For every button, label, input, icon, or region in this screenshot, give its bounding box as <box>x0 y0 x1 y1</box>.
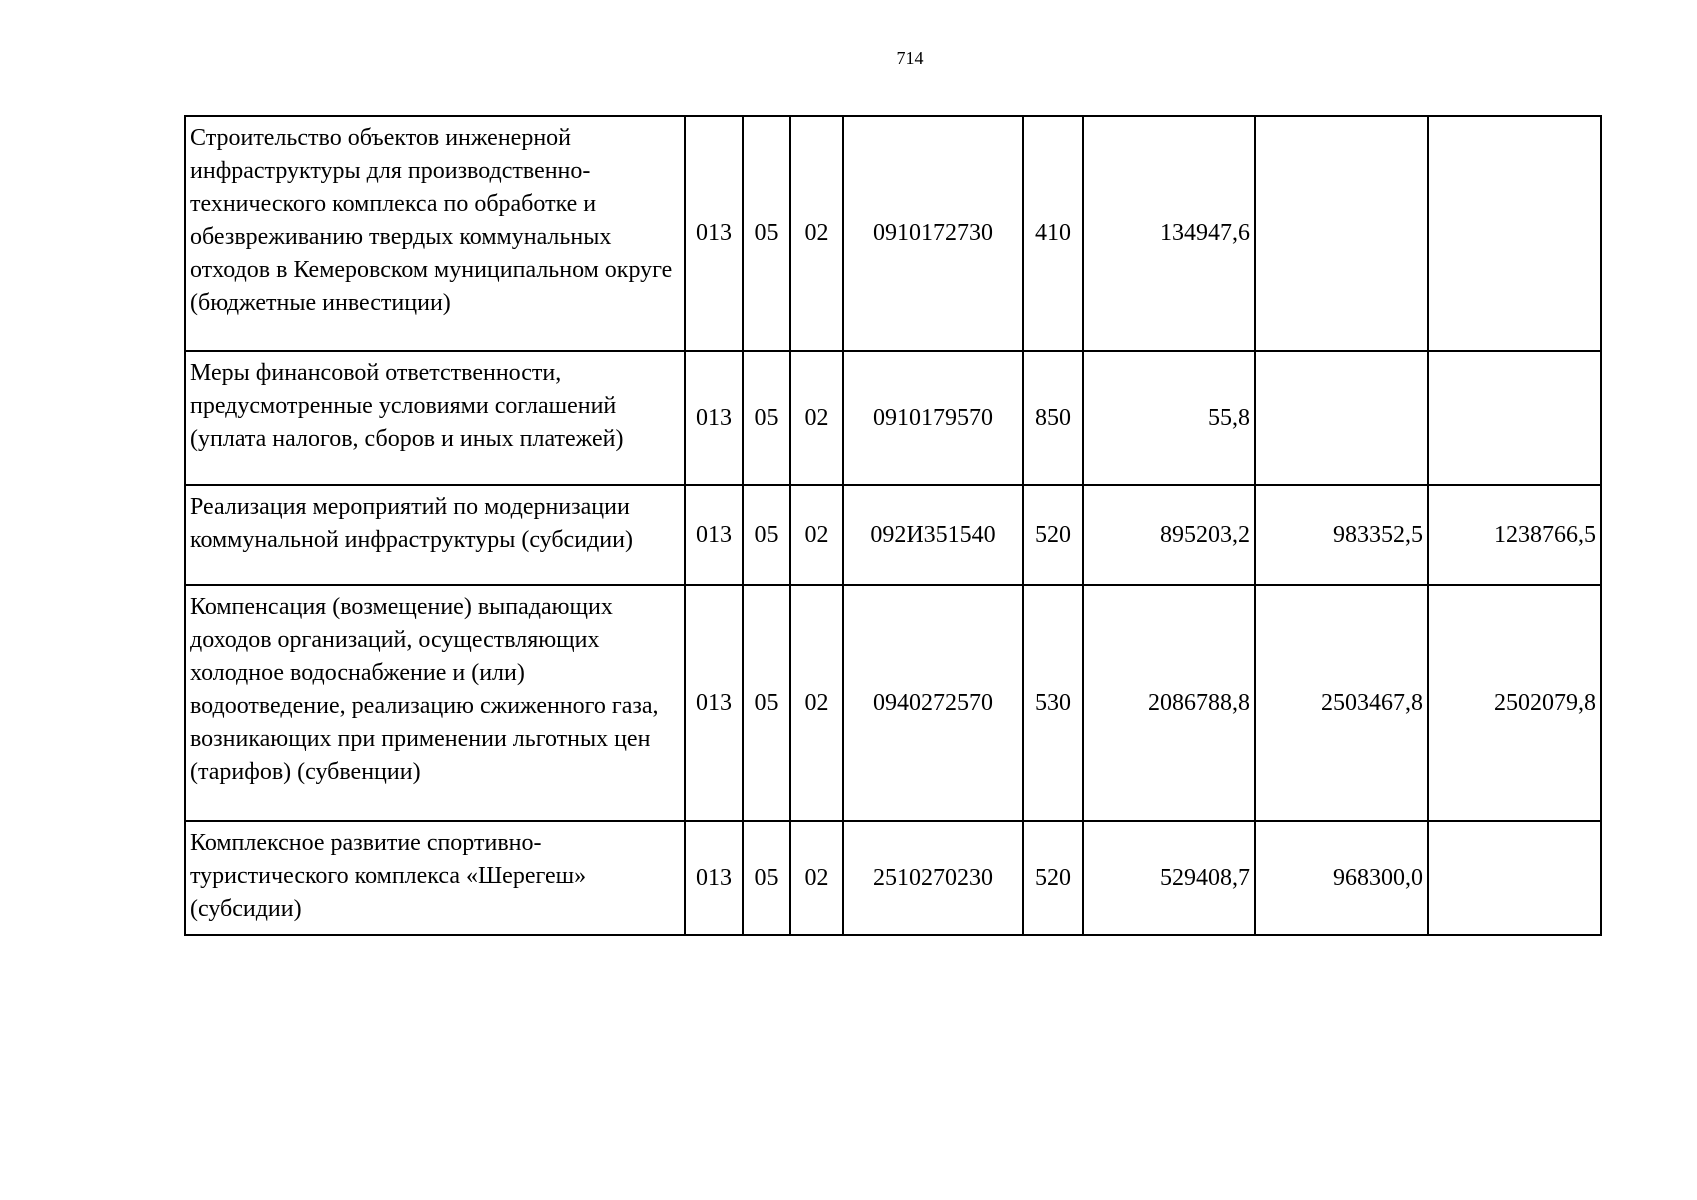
subsection-code-cell: 02 <box>790 585 843 821</box>
amount-1-cell: 895203,2 <box>1083 485 1255 585</box>
row-name-cell: Реализация мероприятий по модернизации коммунальной инфраструктуры (субсидии) <box>185 485 685 585</box>
subsection-code-cell: 02 <box>790 116 843 351</box>
amount-3-cell <box>1428 116 1601 351</box>
amount-2-cell: 2503467,8 <box>1255 585 1428 821</box>
expense-type-cell: 520 <box>1023 821 1083 935</box>
table-row <box>185 821 1601 935</box>
row-name-cell: Комплексное развитие спортивно-туристического комплекса «Шерегеш» (субсидии) <box>185 821 685 935</box>
table-row <box>185 585 1601 821</box>
ministry-code-cell: 013 <box>685 485 743 585</box>
amount-1-cell: 529408,7 <box>1083 821 1255 935</box>
amount-2-cell: 983352,5 <box>1255 485 1428 585</box>
page-number: 714 <box>896 48 924 68</box>
row-name-cell: Строительство объектов инженерной инфраструктуры для производственно-технического комплекса по обработке и обезвреживанию твердых коммунальных отходов в Кемеровском муниципальном округе (бюджетные инвестиции) <box>185 116 685 351</box>
section-code-cell: 05 <box>743 116 790 351</box>
row-name-cell: Компенсация (возмещение) выпадающих доходов организаций, осуществляющих холодное водоснабжение и (или) водоотведение, реализацию сжиженного газа, возникающих при применении льготных цен (тарифов) (субвенции) <box>185 585 685 821</box>
section-code-cell: 05 <box>743 821 790 935</box>
amount-3-cell <box>1428 351 1601 485</box>
section-code-cell: 05 <box>743 485 790 585</box>
amount-2-cell <box>1255 351 1428 485</box>
subsection-code-cell: 02 <box>790 485 843 585</box>
amount-1-cell: 2086788,8 <box>1083 585 1255 821</box>
amount-2-cell: 968300,0 <box>1255 821 1428 935</box>
ministry-code-cell: 013 <box>685 585 743 821</box>
ministry-code-cell: 013 <box>685 351 743 485</box>
ministry-code-cell: 013 <box>685 821 743 935</box>
target-article-cell: 0940272570 <box>843 585 1023 821</box>
amount-3-cell <box>1428 821 1601 935</box>
amount-3-cell: 1238766,5 <box>1428 485 1601 585</box>
table-row <box>185 485 1601 585</box>
amount-1-cell: 134947,6 <box>1083 116 1255 351</box>
table-row <box>185 116 1601 351</box>
amount-2-cell <box>1255 116 1428 351</box>
target-article-cell: 0910172730 <box>843 116 1023 351</box>
subsection-code-cell: 02 <box>790 351 843 485</box>
expense-type-cell: 410 <box>1023 116 1083 351</box>
target-article-cell: 2510270230 <box>843 821 1023 935</box>
expense-type-cell: 530 <box>1023 585 1083 821</box>
section-code-cell: 05 <box>743 351 790 485</box>
expense-type-cell: 850 <box>1023 351 1083 485</box>
budget-table <box>184 115 1602 936</box>
table-row <box>185 351 1601 485</box>
target-article-cell: 0910179570 <box>843 351 1023 485</box>
subsection-code-cell: 02 <box>790 821 843 935</box>
target-article-cell: 092И351540 <box>843 485 1023 585</box>
section-code-cell: 05 <box>743 585 790 821</box>
amount-1-cell: 55,8 <box>1083 351 1255 485</box>
ministry-code-cell: 013 <box>685 116 743 351</box>
row-name-cell: Меры финансовой ответственности, предусмотренные условиями соглашений (уплата налогов, сборов и иных платежей) <box>185 351 685 485</box>
expense-type-cell: 520 <box>1023 485 1083 585</box>
amount-3-cell: 2502079,8 <box>1428 585 1601 821</box>
